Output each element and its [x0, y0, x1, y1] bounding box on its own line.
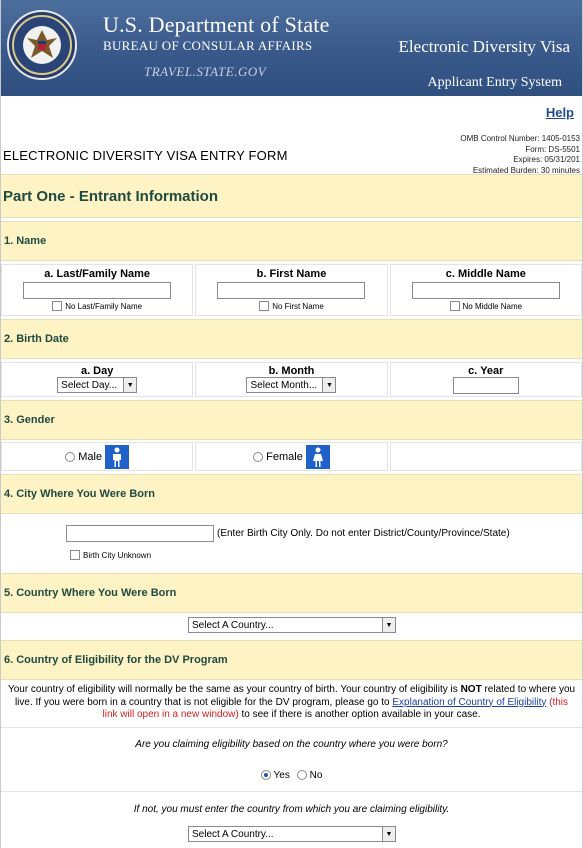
site-header: [1, 0, 582, 96]
no-label: No: [309, 770, 323, 781]
birth-day-select[interactable]: [57, 377, 137, 393]
birth-city-unknown-checkbox[interactable]: [70, 550, 80, 560]
birth-month-selected: Select Month...: [250, 379, 318, 391]
bureau-title: BUREAU OF CONSULAR AFFAIRS: [103, 38, 313, 53]
eligibility-paragraph: [1, 680, 582, 727]
alt-country-block: [1, 791, 582, 847]
birth-country-row: [1, 613, 582, 637]
yes-radio[interactable]: [261, 770, 271, 780]
male-label: Male: [78, 450, 103, 463]
eligibility-answer: [1, 770, 582, 781]
chevron-down-icon: ▼: [382, 827, 395, 841]
birth-month-select[interactable]: [246, 377, 336, 393]
birth-city-heading: 4. City Where You Were Born: [1, 474, 582, 514]
gender-heading: 3. Gender: [1, 400, 582, 440]
help-link[interactable]: Help: [545, 105, 574, 120]
birth-country-select[interactable]: [188, 617, 396, 633]
eligibility-explanation-link[interactable]: Explanation of Country of Eligibility: [392, 696, 547, 708]
female-cell: [195, 442, 387, 471]
last-name-label: a. Last/Family Name: [44, 268, 151, 280]
yes-label: Yes: [273, 770, 290, 781]
middle-name-input[interactable]: [412, 282, 560, 299]
omb-control: OMB Control Number: 1405-0153: [460, 134, 580, 143]
form-title-row: [1, 126, 582, 174]
birth-year-input[interactable]: [453, 377, 519, 394]
travel-link[interactable]: TRAVEL.STATE.GOV: [144, 64, 267, 79]
birth-date-heading: 2. Birth Date: [1, 319, 582, 359]
first-name-label: b. First Name: [256, 268, 327, 280]
birth-city-unknown-label: Birth City Unknown: [83, 551, 152, 560]
eligibility-heading: 6. Country of Eligibility for the DV Program: [1, 640, 582, 680]
name-heading: 1. Name: [1, 221, 582, 261]
no-radio[interactable]: [297, 770, 307, 780]
form-title: ELECTRONIC DIVERSITY VISA ENTRY FORM: [3, 148, 288, 163]
edv-title: Electronic Diversity Visa: [398, 37, 570, 56]
department-seal-icon: [7, 10, 77, 80]
birth-month-label: b. Month: [268, 365, 315, 377]
first-name-input[interactable]: [217, 282, 365, 299]
part-one-heading: Part One - Entrant Information: [1, 174, 582, 218]
no-middle-name-checkbox[interactable]: [450, 301, 460, 311]
first-name-cell: [195, 264, 387, 316]
name-row: [1, 264, 582, 316]
no-first-name-checkbox[interactable]: [259, 301, 269, 311]
birth-country-heading: 5. Country Where You Were Born: [1, 573, 582, 613]
alt-country-instruction: If not, you must enter the country from which you are claiming eligibility.: [133, 804, 450, 815]
no-middle-name-label: No Middle Name: [462, 302, 523, 311]
middle-name-cell: [390, 264, 582, 316]
birth-country-selected: Select A Country...: [192, 619, 274, 631]
female-radio[interactable]: [253, 452, 263, 462]
birth-city-hint: (Enter Birth City Only. Do not enter District/County/Province/State): [217, 528, 510, 539]
birth-city-input[interactable]: [66, 525, 214, 542]
eligibility-text-b: related to where you live. If you were born in a country that is not eligible for the DV program, please go to: [14, 684, 576, 708]
birth-year-label: c. Year: [468, 365, 504, 377]
female-person-icon: [306, 445, 330, 469]
chevron-down-icon: ▼: [123, 378, 136, 392]
female-label: Female: [266, 450, 303, 463]
help-row: [1, 96, 582, 126]
no-last-name-label: No Last/Family Name: [65, 302, 143, 311]
chevron-down-icon: ▼: [322, 378, 335, 392]
birth-city-row: [1, 514, 582, 570]
omb-burden: Estimated Burden: 30 minutes: [472, 165, 580, 175]
omb-info: [460, 134, 580, 176]
gender-empty-cell: [390, 442, 582, 471]
eligibility-country-selected: Select A Country...: [192, 828, 274, 840]
chevron-down-icon: ▼: [382, 618, 395, 632]
birth-day-label: a. Day: [80, 365, 114, 377]
birth-day-cell: [1, 362, 193, 397]
male-person-icon: [105, 445, 129, 469]
middle-name-label: c. Middle Name: [445, 268, 526, 280]
department-title: U.S. Department of State: [103, 12, 330, 37]
eligibility-country-select[interactable]: [188, 826, 396, 842]
eligibility-question-block: [1, 727, 582, 791]
omb-expires: Expires: 05/31/201: [513, 155, 580, 164]
gender-row: [1, 442, 582, 471]
birth-date-row: [1, 362, 582, 397]
last-name-input[interactable]: [23, 282, 171, 299]
eligibility-question: Are you claiming eligibility based on the country where you were born?: [135, 739, 448, 750]
last-name-cell: [1, 264, 193, 316]
aes-title: Applicant Entry System: [427, 75, 562, 90]
eligibility-text-a: Your country of eligibility will normally be the same as your country of birth. Your country of eligibility is: [7, 684, 461, 695]
eligibility-text-c: to see if there is another option available in your case.: [238, 709, 481, 720]
birth-day-selected: Select Day...: [61, 379, 118, 391]
birth-month-cell: [195, 362, 387, 397]
no-first-name-label: No First Name: [272, 302, 324, 311]
birth-year-cell: [390, 362, 582, 397]
eligibility-not: NOT: [460, 684, 482, 695]
male-radio[interactable]: [65, 452, 75, 462]
new-window-note: (this link will open in a new window): [102, 696, 569, 720]
no-last-name-checkbox[interactable]: [52, 301, 62, 311]
omb-form: Form: DS-5501: [525, 144, 580, 154]
male-cell: [1, 442, 193, 471]
